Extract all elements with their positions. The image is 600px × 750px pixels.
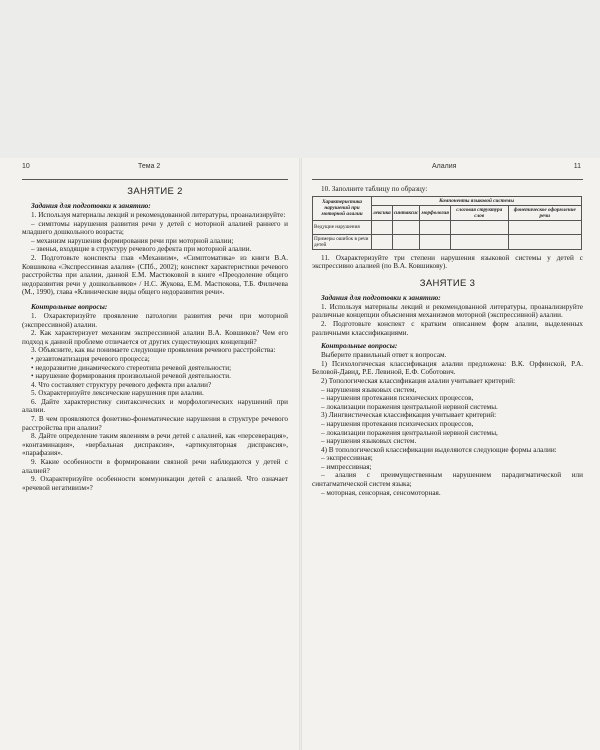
table-column-header: слоговая структура слов [450,205,508,220]
prep-item-1: – симптомы нарушения развития речи у детей с моторной алалией раннего и младшего дошкольного возраста; [22,219,288,237]
table-cell [392,234,420,249]
table-cell [420,234,451,249]
table-header-row [313,196,582,205]
left-page-number: 10 [22,163,30,170]
left-page [22,158,288,750]
question-3-item-2: • недоразвитие динамического стереотипа речевой деятельности; [31,363,232,372]
table-row [313,220,582,234]
mcq-4-option: – экспрессивная; [321,454,373,463]
table-group-header: Компоненты языковой системы [372,196,582,205]
table-cell [392,220,420,234]
question-9b: 9. Охарактеризуйте особенности коммуникации детей с алалией. Что означает «речевой негативизм»? [22,475,288,492]
mcq-2-option: – нарушения языковых систем, [321,385,417,394]
question-3: 3. Объясните, как вы понимаете следующие проявления речевого расстройства: [31,346,276,355]
table-cell [372,220,393,234]
table-corner-header: Характеристика нарушений при моторной алалии [313,196,372,220]
question-2: 2. Как характеризует механизм экспрессивной алалии В.А. Ковшиков? Чем его подход к данной проблеме отличается от других существующих концепций? [22,329,288,346]
lesson-3-title: ЗАНЯТИЕ 3 [419,277,476,289]
prep-task-3-2: 2. Подготовьте конспект с кратким описанием форм алалии, выделенных различными классификациями. [312,319,583,337]
question-6: 6. Дайте характеристику синтаксических и морфологических нарушений при алалии. [22,397,288,415]
lesson-2-title: ЗАНЯТИЕ 2 [127,186,183,197]
right-running-head: Алалия [432,163,457,170]
prep-task-2: 2. Подготовьте конспекты глав «Механизм», «Симптоматика» из книги В.А. Ковшикова «Экспрессивная алалия» (СПб., 2002); конспект характеристики речевого расстройства при алалии, данной Е.М. Мастюковой в книге «Преодоление общего недоразвития речи у дошкольников» / Н.С. Жукова, Е.М. Мастюкова, Т.Б. Филичева (М., 1990), глава «Клинические виды общего недоразвития речи». [22,253,288,297]
prep-task-3-1: 1. Используя материалы лекций и рекомендованной литературы, проанализируйте различные концепции объяснения механизмов моторной (экспрессивной) алалии. [312,302,583,320]
table-column-header: морфология [420,205,451,220]
table-cell [420,220,451,234]
mcq-4-option: – импрессивная; [321,462,372,471]
control-heading-3: Контрольные вопросы: [321,341,398,351]
task-10: 10. Заполните таблицу по образцу: [321,185,428,193]
mcq-2: 2) Топологическая классификация алалии учитывает критерий: [321,376,516,385]
left-page-header [22,163,288,177]
mcq-4-option: – алалия с преимущественным нарушением парадигматической или синтагматической систем языка; [312,471,583,489]
mcq-3-option: – локализации поражения центральной нервной системы, [321,428,498,437]
right-page [312,158,583,750]
right-page-number: 11 [573,163,581,170]
table-row [313,234,582,249]
right-page-header [312,163,583,177]
prep-item-2: – механизм нарушения формирования речи при моторной алалии; [31,236,234,245]
question-4: 4. Что составляет структуру речевого дефекта при алалии? [31,380,212,389]
table-cell [450,220,508,234]
prep-heading-3: Задания для подготовки к занятию: [321,292,441,302]
prep-item-3: – звенья, входящие в структуру речевого дефекта при моторной алалии. [31,245,252,254]
table-column-header: лексика [372,205,393,220]
question-3-item-1: • дезавтоматизация речевого процесса; [31,354,150,363]
control-heading: Контрольные вопросы: [31,301,108,311]
question-8: 8. Дайте определение таким явлениям в речи детей с алалией, как «персеверация», «контаминация», «вербальная диспраксия», «артикуляторная диспраксия», «парафазия». [22,432,288,458]
prep-intro: 1. Используя материалы лекций и рекомендованной литературы, проанализируйте: [31,211,286,219]
table-cell [508,234,581,249]
question-1: 1. Охарактеризуйте проявление патологии развития речи при моторной (экспрессивной) алалии. [22,311,288,329]
question-7: 7. В чем проявляются фонетико-фонематические нарушения в структуре речевого расстройства при алалии? [22,415,288,432]
mcq-3-option: – нарушения языковых систем. [321,437,417,446]
table-column-header: синтаксис [392,205,420,220]
left-header-rule [22,179,288,180]
question-9: 9. Какие особенности в формировании связной речи наблюдаются у детей с алалией? [22,458,288,475]
table-row-label: Ведущие нарушения [313,220,372,234]
components-table [312,196,582,250]
right-header-rule [312,179,583,180]
mcq-2-option: – локализации поражения центральной нервной системы. [321,402,498,411]
question-5: 5. Охарактеризуйте лексические нарушения при алалии. [31,389,204,398]
mcq-2-option: – нарушения протекания психических процессов, [321,394,474,403]
page-fold [299,158,302,750]
table-column-header: фонетическое оформление речи [508,205,581,220]
mcq-3-option: – нарушения протекания психических процессов, [321,419,474,428]
task-11: 11. Охарактеризуйте три степени нарушения языковой системы у детей с экспрессивно алалией (по В.А. Ковшикову). [312,253,583,271]
mcq-1: 1) Психологическая классификация алалии предложена: В.К. Орфинской, Р.А. Беловой-Давид, Р.Е. Левиной, Е.Ф. Соботович. [312,359,583,377]
left-running-head: Тема 2 [138,163,161,170]
question-3-item-3: • нарушение формирования произвольной речевой деятельности. [31,372,231,381]
mcq-3: 3) Лингвистическая классификация учитывает критерий: [321,411,497,420]
table-cell [450,234,508,249]
mcq-4-option: – моторная, сенсорная, сенсомоторная. [321,488,441,497]
mcq-4: 4) В топологической классификации выделяются следующие формы алалии: [321,445,557,454]
table-row-label: Примеры ошибок в речи детей [313,234,372,249]
prep-heading: Задания для подготовки к занятию: [31,201,151,210]
table-cell [508,220,581,234]
table-cell [372,234,393,249]
choose-intro: Выберите правильный ответ к вопросам. [321,351,447,360]
